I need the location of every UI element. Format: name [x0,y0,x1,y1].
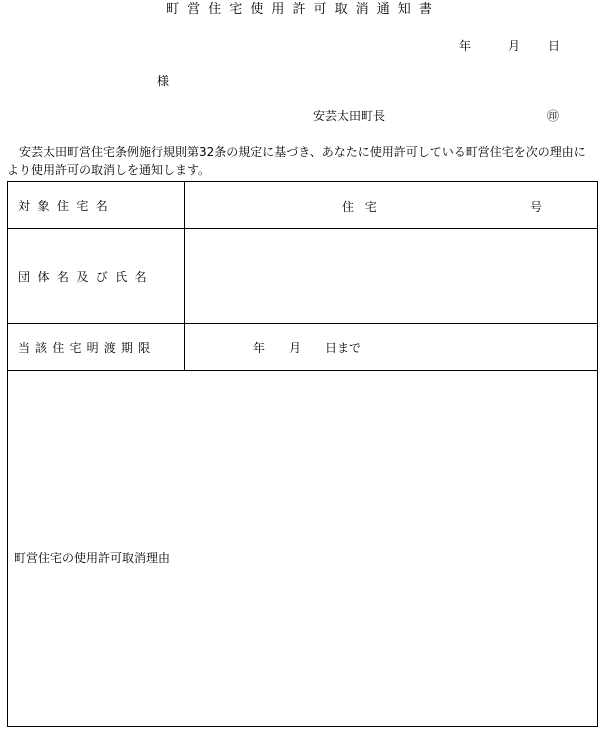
house-number-label: 号 [530,200,543,214]
vacate-deadline-label: 当該住宅明渡期限 [8,324,185,371]
vacate-deadline-value [185,324,598,371]
date-month-label: 月 [508,39,521,53]
organization-name-value [185,229,598,324]
date-day-label: 日 [548,39,561,53]
notice-date [459,38,560,54]
seal-mark: ㊞ [547,109,560,123]
target-house-value [185,182,598,229]
deadline-date-text: 年 月 日まで [253,341,362,355]
table-row-reason [8,371,598,727]
target-house-label: 対象住宅名 [8,182,185,229]
revocation-reason-cell [8,371,598,727]
table-row-target-house [8,182,598,229]
house-label: 住宅 [342,200,388,214]
issuer-name: 安芸太田町長 [313,109,386,123]
document-title: 町営住宅使用許可取消通知書 [166,2,440,17]
notice-body-text: 安芸太田町営住宅条例施行規則第32条の規定に基づき、あなたに使用許可している町営住宅を次の理由により使用許可の取消しを通知します。 [7,145,586,177]
table-row-name [8,229,598,324]
table-row-deadline [8,324,598,371]
notice-form-table [7,181,598,727]
addressee-honorific: 様 [157,74,170,88]
organization-name-label: 団体名及び氏名 [8,229,185,324]
date-year-label: 年 [459,39,472,53]
revocation-reason-label: 町営住宅の使用許可取消理由 [14,551,171,565]
